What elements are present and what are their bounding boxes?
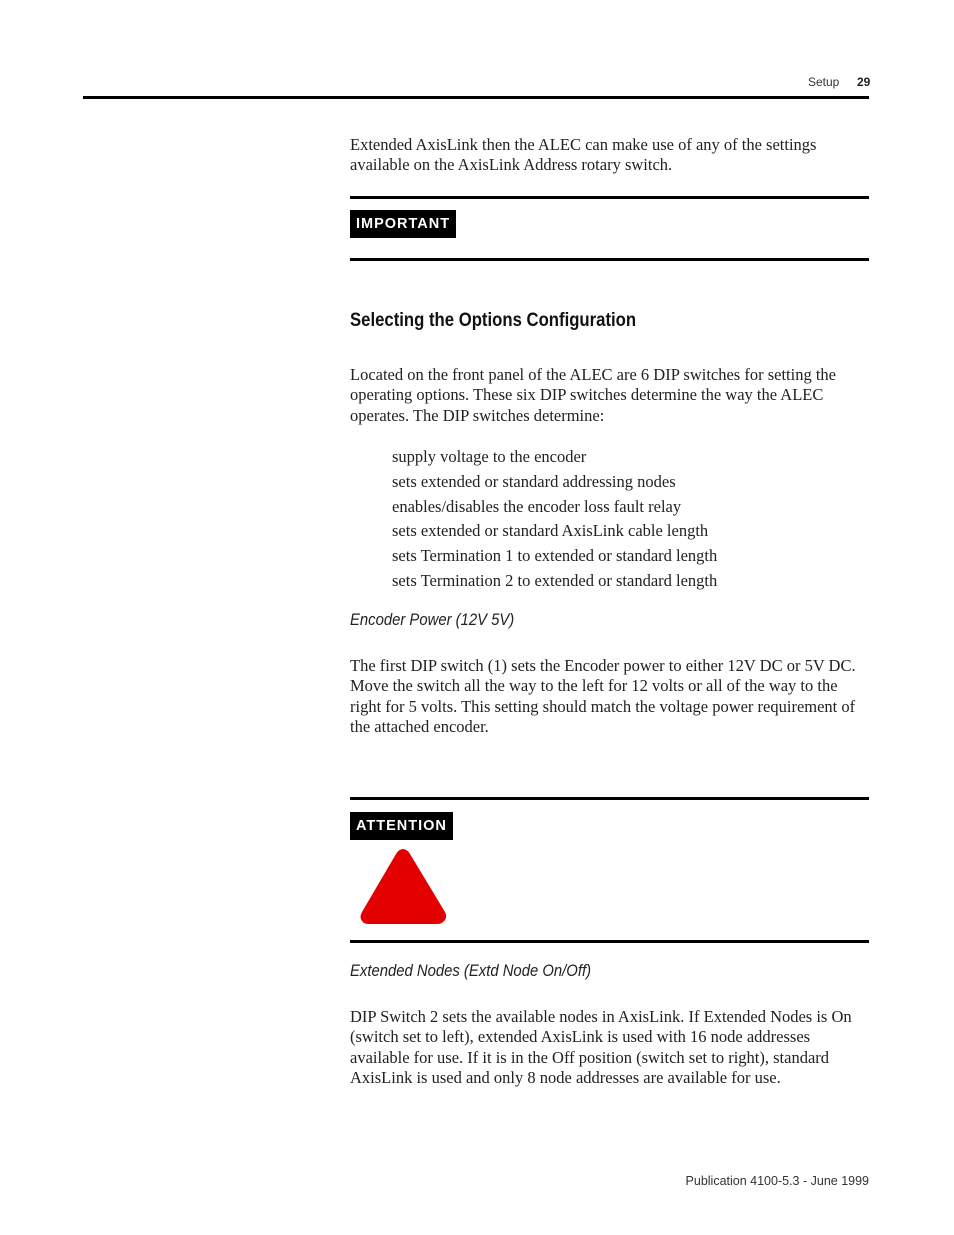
important-top-rule [350,196,869,199]
running-header-section: Setup [808,75,840,89]
attention-bottom-rule [350,940,869,943]
list-item: sets Termination 2 to extended or standard length [392,570,718,590]
publication-footer: Publication 4100-5.3 - June 1999 [685,1174,869,1188]
warning-triangle-icon [357,845,449,927]
list-item: enables/disables the encoder loss fault relay [392,496,682,516]
list-item: sets extended or standard AxisLink cable length [392,521,709,541]
dip-switch-list [392,445,717,594]
section-heading: Selecting the Options Configuration [350,310,637,331]
attention-top-rule [350,797,869,800]
encoder-power-paragraph: The first DIP switch (1) sets the Encoder power to either 12V DC or 5V DC. Move the switch all the way to the left for 12 volts or all of the way to the right for 5 volts. This setting should match the voltage power requirement of the attached encoder. [350,656,856,736]
extended-nodes-paragraph: DIP Switch 2 sets the available nodes in AxisLink. If Extended Nodes is On (switch set to left), extended AxisLink is used with 16 node addresses available for use. If it is in the Off position (switch set to right), standard AxisLink is used and only 8 node addresses are available for use. [350,1007,852,1087]
list-item: supply voltage to the encoder [392,447,587,466]
list-item: sets extended or standard addressing nodes [392,471,676,491]
important-label: IMPORTANT [350,210,456,238]
intro-paragraph: Extended AxisLink then the ALEC can make use of any of the settings available on the AxisLink Address rotary switch. [350,135,817,175]
header-rule [83,96,869,99]
attention-label: ATTENTION [350,812,453,840]
important-bottom-rule [350,258,869,261]
extended-nodes-subheading: Extended Nodes (Extd Node On/Off) [350,962,592,980]
encoder-power-subheading: Encoder Power (12V 5V) [350,611,515,629]
section-intro-paragraph: Located on the front panel of the ALEC are 6 DIP switches for setting the operating options. These six DIP switches determine the way the ALEC operates. The DIP switches determine: [350,365,837,425]
page-number: 29 [857,75,871,89]
list-item: sets Termination 1 to extended or standard length [392,546,718,566]
